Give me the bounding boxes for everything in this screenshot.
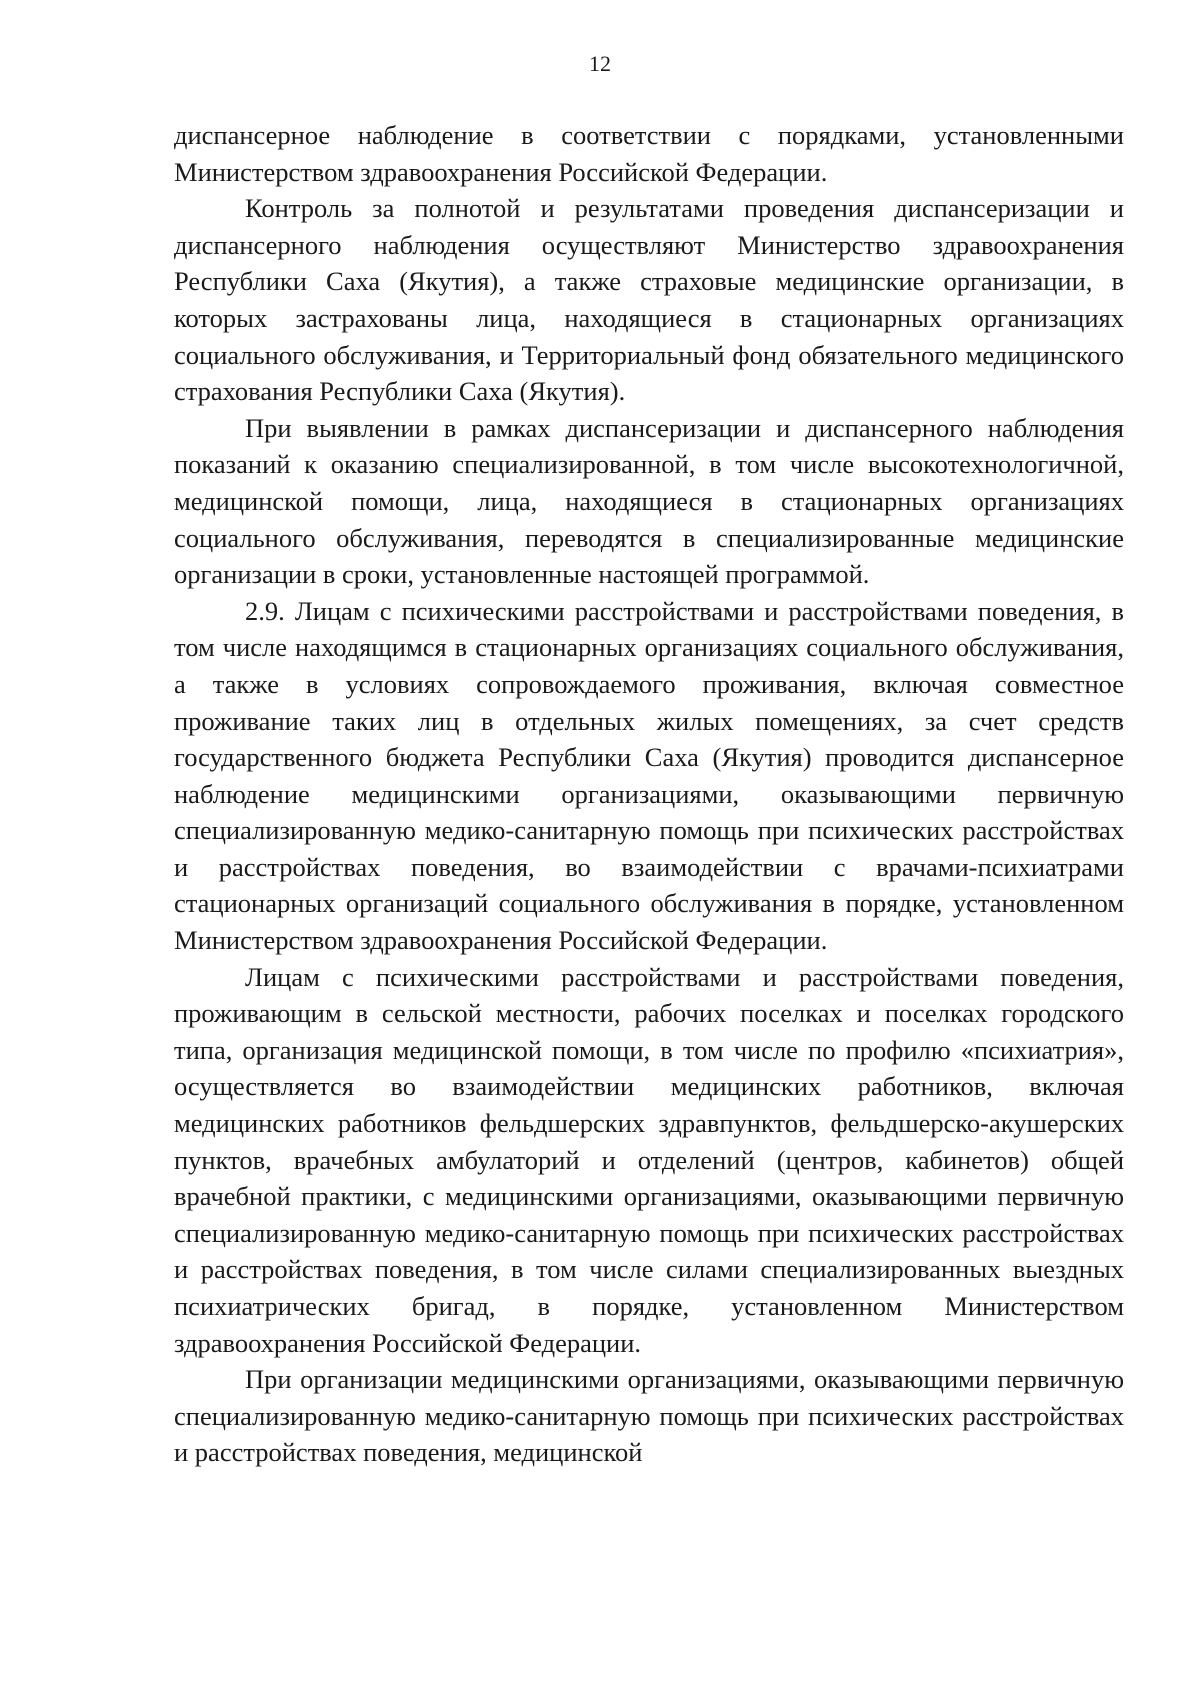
paragraph-continuation: диспансерное наблюдение в соответствии с порядками, установленными Министерством здравоохранения Российской Федерации. [174,120,1124,187]
paragraph-organization-start: При организации медицинскими организациями, оказывающими первичную специализированную медико-санитарную помощь при психических расстройствах и расстройствах поведения, медицинской [174,1364,1124,1468]
page-number: 12 [589,51,611,76]
paragraph-rural-psychiatry: Лицам с психическими расстройствами и расстройствами поведения, проживающим в сельской местности, рабочих поселках и поселках городского типа, организация медицинской помощи, в том числе по профилю «психиатрия», осуществляется во взаимодействии медицинских работников, включая медицинских работников фельдшерских здравпунктов, фельдшерско-акушерских пунктов, врачебных амбулаторий и отделений (центров, кабинетов) общей врачебной практики, с медицинскими организациями, оказывающими первичную специализированную медико-санитарную помощь при психических расстройствах и расстройствах поведения, в том числе силами специализированных выездных психиатрических бригад, в порядке, установленном Министерством здравоохранения Российской Федерации. [174,961,1124,1358]
document-body [174,117,1124,1471]
paragraph-monitoring-control: Контроль за полнотой и результатами проведения диспансеризации и диспансерного наблюдения осуществляют Министерство здравоохранения Республики Саха (Якутия), а также страховые медицинские организации, в которых застрахованы лица, находящиеся в стационарных организациях социального обслуживания, и Территориальный фонд обязательного медицинского страхования Республики Саха (Якутия). [174,193,1124,407]
paragraph-section-2-9: 2.9. Лицам с психическими расстройствами и расстройствами поведения, в том числе находящимся в стационарных организациях социального обслуживания, а также в условиях сопровождаемого проживания, включая совместное проживание таких лиц в отдельных жилых помещениях, за счет средств государственного бюджета Республики Саха (Якутия) проводится диспансерное наблюдение медицинскими организациями, оказывающими первичную специализированную медико-санитарную помощь при психических расстройствах и расстройствах поведения, во взаимодействии с врачами-психиатрами стационарных организаций социального обслуживания в порядке, установленном Министерством здравоохранения Российской Федерации. [174,595,1124,956]
paragraph-specialized-referral: При выявлении в рамках диспансеризации и диспансерного наблюдения показаний к оказанию специализированной, в том числе высокотехнологичной, медицинской помощи, лица, находящиеся в стационарных организациях социального обслуживания, переводятся в специализированные медицинские организации в сроки, установленные настоящей программой. [174,412,1124,590]
